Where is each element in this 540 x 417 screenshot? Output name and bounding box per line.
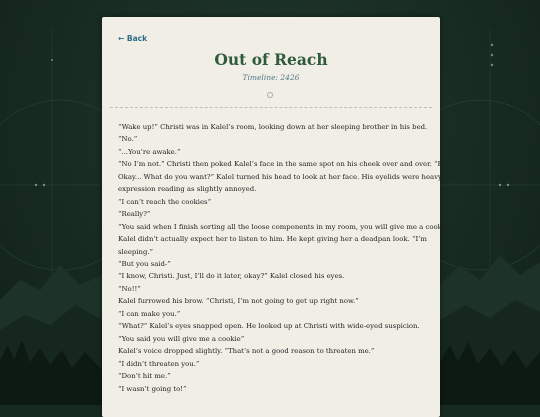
story-line: “No I’m not.” Christi then poked Kalel’s face in the same spot on his cheek over and over. “Fine! bbox=[118, 160, 456, 169]
story-line: Kalel didn’t actually expect her to listen to him. He kept giving her a deadpan look. “I’m bbox=[118, 235, 427, 244]
story-line: “No!!” bbox=[118, 284, 141, 293]
story-line: sleeping.” bbox=[118, 247, 154, 256]
story-line: “...You’re awake.” bbox=[118, 147, 181, 156]
story-line: “I know, Christi. Just, I’ll do it later, okay?” Kalel closed his eyes. bbox=[118, 272, 345, 281]
story-card bbox=[102, 17, 456, 417]
story-line: “You said you will give me a cookie” bbox=[118, 334, 245, 343]
story-line: “No.” bbox=[118, 135, 138, 144]
divider bbox=[110, 107, 432, 108]
story-line: “I can’t reach the cookies” bbox=[118, 197, 212, 206]
story-line: “I wasn’t going to!” bbox=[118, 384, 187, 393]
story-line: “Wake up!” Christi was in Kalel’s room, looking down at her sleeping brother in his bed. bbox=[118, 123, 428, 131]
story-line: “Really?” bbox=[118, 210, 151, 219]
story-title: Out of Reach bbox=[214, 50, 328, 69]
story-line: “Don’t hit me.” bbox=[118, 372, 171, 381]
story-line: “But you said-” bbox=[118, 259, 171, 268]
story-line: “You said when I finish sorting all the loose components in my room, you will give me a cookie” bbox=[118, 222, 452, 231]
story-timeline: Timeline: 2426 bbox=[242, 73, 300, 82]
story-line: Okay... What do you want?” Kalel turned his head to look at her face. His eyelids were heavy, his bbox=[118, 172, 456, 181]
story-line: expression reading as slightly annoyed. bbox=[118, 185, 257, 194]
story-line: Kalel’s voice dropped slightly. “That’s not a good reason to threaten me.” bbox=[118, 347, 375, 356]
story-line: Kalel furrowed his brow. “Christi, I’m not going to get up right now.” bbox=[118, 297, 359, 306]
story-line: “What?” Kalel’s eyes snapped open. He looked up at Christi with wide-eyed suspicion. bbox=[118, 322, 420, 331]
story-line: “I can make you.” bbox=[118, 309, 181, 318]
story-line: “I didn’t threaten you.” bbox=[118, 359, 200, 368]
back-link[interactable]: ← Back bbox=[118, 34, 148, 43]
ornament-icon bbox=[267, 92, 273, 98]
story-body bbox=[118, 121, 456, 395]
